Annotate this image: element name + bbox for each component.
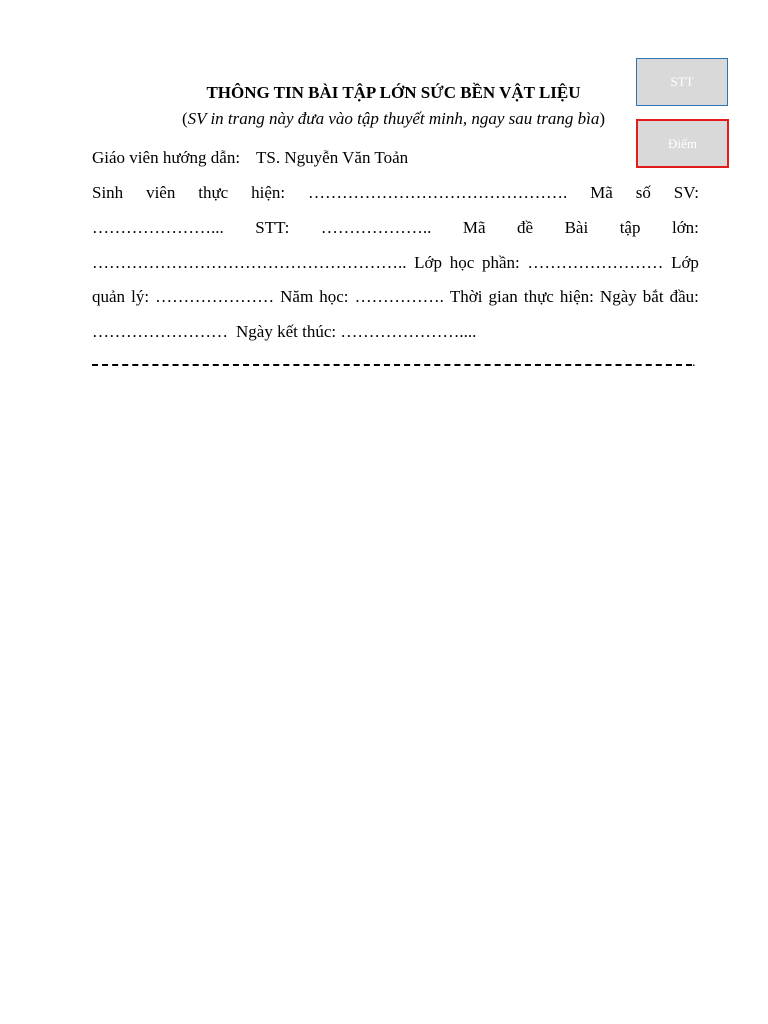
word: hiện: xyxy=(251,183,286,202)
word: Sinh xyxy=(92,183,124,202)
word: hiện: xyxy=(559,287,594,306)
word: số xyxy=(635,183,651,202)
word: Năm xyxy=(280,287,314,306)
school-year-blank: ……………. xyxy=(354,287,444,306)
student-name-blank: ………………………………………. xyxy=(308,183,568,202)
document-subtitle xyxy=(92,107,695,131)
word: học: xyxy=(319,287,349,306)
student-id-line xyxy=(92,216,699,240)
supervisor-name: TS. Nguyễn Văn Toản xyxy=(256,148,409,167)
supervisor-line xyxy=(92,146,699,170)
word: viên xyxy=(146,183,176,202)
class-year-line xyxy=(92,285,699,309)
stt-blank: ……………….. xyxy=(320,218,432,237)
word: gian xyxy=(488,287,518,306)
document-title: THÔNG TIN BÀI TẬP LỚN SỨC BỀN VẬT LIỆU xyxy=(206,83,581,102)
stt-box-label: STT xyxy=(670,74,694,89)
word: lớn: xyxy=(671,218,699,237)
word: đầu: xyxy=(669,287,699,306)
course-line xyxy=(92,251,699,275)
subtitle-open-paren: ( xyxy=(181,109,188,128)
word: lý: xyxy=(131,287,150,306)
subtitle-close-paren: ) xyxy=(599,109,606,128)
end-date-label: Ngày kết thúc: xyxy=(236,322,337,341)
score-box-label: Điểm xyxy=(668,135,697,151)
word: Ngày xyxy=(599,287,637,306)
word: Lớp xyxy=(671,253,699,272)
word: thực xyxy=(523,287,554,306)
word: STT: xyxy=(255,218,290,237)
dates-line xyxy=(92,320,699,344)
word: Mã xyxy=(590,183,613,202)
word: Mã xyxy=(462,218,486,237)
start-date-blank: …………………… xyxy=(92,322,228,341)
separator-end-mark: . xyxy=(692,355,696,370)
end-date-blank: ………………….... xyxy=(340,322,477,341)
word: Thời xyxy=(449,287,483,306)
word: SV: xyxy=(673,183,699,202)
assignment-code-blank: ……………………………………………….. xyxy=(92,253,407,272)
student-line xyxy=(92,181,699,205)
word: quản xyxy=(92,287,126,306)
word: Bài xyxy=(564,218,589,237)
word: thực xyxy=(198,183,229,202)
course-class-blank: …………………… xyxy=(527,253,664,272)
word: bắt xyxy=(642,287,664,306)
word: tập xyxy=(619,218,641,237)
word: Lớp xyxy=(414,253,443,272)
admin-class-blank: ………………… xyxy=(155,287,275,306)
student-id-blank: …………………... xyxy=(92,218,224,237)
supervisor-label: Giáo viên hướng dẫn: xyxy=(92,148,241,167)
dashed-separator xyxy=(92,364,692,366)
word: học xyxy=(449,253,475,272)
word: đề xyxy=(517,218,534,237)
word: phần: xyxy=(481,253,520,272)
subtitle-text: SV in trang này đưa vào tập thuyết minh, ngay sau trang bìa xyxy=(187,109,600,128)
